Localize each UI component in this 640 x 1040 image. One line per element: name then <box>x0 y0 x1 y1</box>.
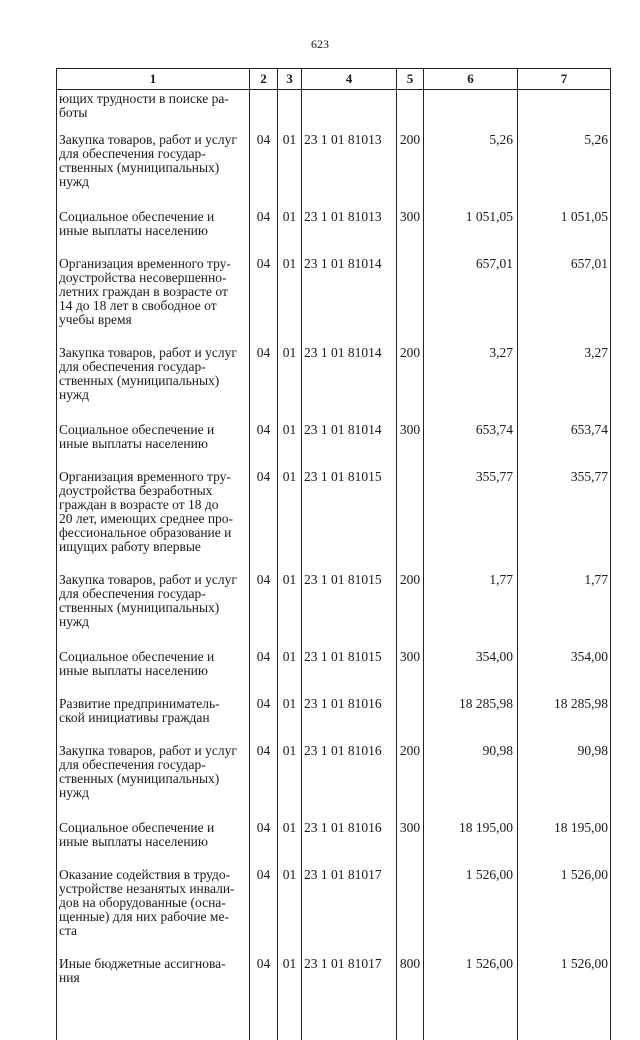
expense-type-code: 200 <box>397 345 424 422</box>
target-article-code: 23 1 01 81015 <box>302 572 397 649</box>
amount-col-7: 90,98 <box>518 743 611 820</box>
target-article-code: 23 1 01 81016 <box>302 820 397 867</box>
subsection-code: 01 <box>278 209 302 256</box>
target-article-code: 23 1 01 81017 <box>302 867 397 956</box>
table-row <box>57 90 611 133</box>
amount-col-7: 3,27 <box>518 345 611 422</box>
table-row <box>57 469 611 572</box>
expense-type-code: 300 <box>397 649 424 696</box>
amount-col-6: 354,00 <box>424 649 518 696</box>
table-row <box>57 743 611 820</box>
amount-col-6: 1,77 <box>424 572 518 649</box>
amount-col-6: 1 526,00 <box>424 956 518 1003</box>
amount-col-6 <box>424 90 518 133</box>
amount-col-6: 18 195,00 <box>424 820 518 867</box>
table-row <box>57 422 611 469</box>
amount-col-6: 5,26 <box>424 132 518 209</box>
column-header-6: 6 <box>424 69 518 90</box>
amount-col-6: 18 285,98 <box>424 696 518 743</box>
subsection-code: 01 <box>278 820 302 867</box>
amount-col-7: 1,77 <box>518 572 611 649</box>
expense-type-code: 200 <box>397 743 424 820</box>
section-code: 04 <box>250 867 278 956</box>
item-name: Закупка товаров, работ и услуг для обеспечения государ- ственных (муниципальных) нужд <box>57 743 250 820</box>
expense-type-code <box>397 867 424 956</box>
table-row <box>57 956 611 1003</box>
amount-col-7: 354,00 <box>518 649 611 696</box>
expense-type-code <box>397 256 424 345</box>
expense-type-code <box>397 469 424 572</box>
amount-col-7: 18 285,98 <box>518 696 611 743</box>
amount-col-6: 90,98 <box>424 743 518 820</box>
table-row <box>57 867 611 956</box>
section-code: 04 <box>250 422 278 469</box>
subsection-code: 01 <box>278 469 302 572</box>
table-row <box>57 572 611 649</box>
item-name: Социальное обеспечение и иные выплаты населению <box>57 820 250 867</box>
column-header-4: 4 <box>302 69 397 90</box>
target-article-code: 23 1 01 81014 <box>302 345 397 422</box>
subsection-code: 01 <box>278 867 302 956</box>
amount-col-6: 1 051,05 <box>424 209 518 256</box>
item-name: Организация временного тру- доустройства несовершенно- летних граждан в возрасте от 14 до 18 лет в свободное от учебы время <box>57 256 250 345</box>
section-code: 04 <box>250 696 278 743</box>
subsection-code: 01 <box>278 696 302 743</box>
expense-type-code: 800 <box>397 956 424 1003</box>
subsection-code: 01 <box>278 743 302 820</box>
target-article-code: 23 1 01 81016 <box>302 696 397 743</box>
subsection-code: 01 <box>278 572 302 649</box>
item-name: Закупка товаров, работ и услуг для обеспечения государ- ственных (муниципальных) нужд <box>57 572 250 649</box>
section-code: 04 <box>250 132 278 209</box>
expense-type-code: 200 <box>397 132 424 209</box>
subsection-code: 01 <box>278 132 302 209</box>
amount-col-7: 653,74 <box>518 422 611 469</box>
section-code: 04 <box>250 820 278 867</box>
target-article-code: 23 1 01 81014 <box>302 422 397 469</box>
table-empty-tail <box>57 1003 611 1040</box>
table-row <box>57 132 611 209</box>
amount-col-6: 355,77 <box>424 469 518 572</box>
item-name: Развитие предприниматель- ской инициативы граждан <box>57 696 250 743</box>
amount-col-7: 1 526,00 <box>518 956 611 1003</box>
item-name: Иные бюджетные ассигнова- ния <box>57 956 250 1003</box>
table-row <box>57 209 611 256</box>
section-code: 04 <box>250 256 278 345</box>
section-code: 04 <box>250 743 278 820</box>
item-name: Оказание содействия в трудо- устройстве незанятых инвали- дов на оборудованные (осна- щенные) для них рабочие ме- ста <box>57 867 250 956</box>
item-name: Закупка товаров, работ и услуг для обеспечения государ- ственных (муниципальных) нужд <box>57 345 250 422</box>
amount-col-6: 657,01 <box>424 256 518 345</box>
section-code: 04 <box>250 345 278 422</box>
item-name: Социальное обеспечение и иные выплаты населению <box>57 649 250 696</box>
expense-type-code: 300 <box>397 422 424 469</box>
amount-col-7: 18 195,00 <box>518 820 611 867</box>
column-header-7: 7 <box>518 69 611 90</box>
target-article-code: 23 1 01 81017 <box>302 956 397 1003</box>
amount-col-7: 5,26 <box>518 132 611 209</box>
amount-col-7: 657,01 <box>518 256 611 345</box>
column-header-2: 2 <box>250 69 278 90</box>
expense-type-code <box>397 90 424 133</box>
budget-table <box>56 68 611 1040</box>
target-article-code: 23 1 01 81015 <box>302 649 397 696</box>
amount-col-6: 1 526,00 <box>424 867 518 956</box>
amount-col-7: 1 526,00 <box>518 867 611 956</box>
amount-col-7: 355,77 <box>518 469 611 572</box>
table-header-row <box>57 69 611 90</box>
expense-type-code: 200 <box>397 572 424 649</box>
amount-col-7 <box>518 90 611 133</box>
table-row <box>57 696 611 743</box>
target-article-code: 23 1 01 81013 <box>302 132 397 209</box>
amount-col-7: 1 051,05 <box>518 209 611 256</box>
section-code: 04 <box>250 572 278 649</box>
page-number: 623 <box>0 37 640 52</box>
target-article-code: 23 1 01 81013 <box>302 209 397 256</box>
table-body <box>57 90 611 1040</box>
item-name: Организация временного тру- доустройства безработных граждан в возрасте от 18 до 20 лет, имеющих среднее про- фессиональное образование и ищущих работу впервые <box>57 469 250 572</box>
table-row <box>57 820 611 867</box>
target-article-code <box>302 90 397 133</box>
item-name: Социальное обеспечение и иные выплаты населению <box>57 422 250 469</box>
target-article-code: 23 1 01 81016 <box>302 743 397 820</box>
section-code: 04 <box>250 469 278 572</box>
table-row <box>57 256 611 345</box>
item-name: Социальное обеспечение и иные выплаты населению <box>57 209 250 256</box>
amount-col-6: 653,74 <box>424 422 518 469</box>
target-article-code: 23 1 01 81014 <box>302 256 397 345</box>
subsection-code <box>278 90 302 133</box>
column-header-1: 1 <box>57 69 250 90</box>
table-row <box>57 649 611 696</box>
item-name: ющих трудности в поиске ра- боты <box>57 90 250 133</box>
table-row <box>57 345 611 422</box>
subsection-code: 01 <box>278 422 302 469</box>
section-code: 04 <box>250 649 278 696</box>
item-name: Закупка товаров, работ и услуг для обеспечения государ- ственных (муниципальных) нужд <box>57 132 250 209</box>
subsection-code: 01 <box>278 345 302 422</box>
subsection-code: 01 <box>278 649 302 696</box>
target-article-code: 23 1 01 81015 <box>302 469 397 572</box>
amount-col-6: 3,27 <box>424 345 518 422</box>
section-code: 04 <box>250 209 278 256</box>
expense-type-code: 300 <box>397 209 424 256</box>
section-code: 04 <box>250 956 278 1003</box>
section-code <box>250 90 278 133</box>
expense-type-code <box>397 696 424 743</box>
subsection-code: 01 <box>278 956 302 1003</box>
expense-type-code: 300 <box>397 820 424 867</box>
subsection-code: 01 <box>278 256 302 345</box>
column-header-5: 5 <box>397 69 424 90</box>
column-header-3: 3 <box>278 69 302 90</box>
